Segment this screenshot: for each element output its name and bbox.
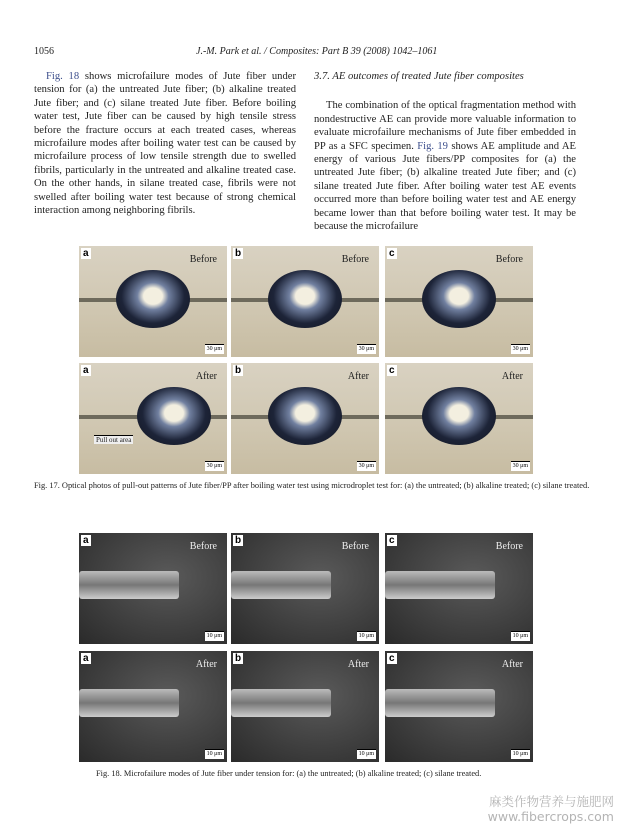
fig17-panel-c-before bbox=[385, 246, 533, 357]
panel-label: a bbox=[83, 248, 89, 259]
panel-label: b bbox=[235, 535, 242, 546]
panel-state: After bbox=[501, 371, 523, 382]
scale-bar: 30 μm bbox=[206, 346, 222, 352]
panel-state: Before bbox=[495, 254, 523, 265]
scale-bar: 30 μm bbox=[512, 346, 528, 352]
scale-bar: 10 μm bbox=[206, 633, 222, 639]
scale-bar: 10 μm bbox=[358, 751, 374, 757]
panel-label: a bbox=[83, 365, 89, 376]
panel-label: b bbox=[235, 653, 242, 664]
droplet bbox=[268, 270, 342, 328]
panel-label: c bbox=[389, 535, 395, 546]
fig19-link[interactable]: Fig. 19 bbox=[417, 140, 448, 152]
fiber bbox=[385, 571, 495, 599]
panel-state: Before bbox=[341, 254, 369, 265]
fig18-panel-b-before bbox=[231, 533, 379, 644]
fig18-panel-c-before bbox=[385, 533, 533, 644]
panel-label: b bbox=[235, 248, 242, 259]
fiber bbox=[231, 689, 331, 717]
panel-state: Before bbox=[189, 254, 217, 265]
panel-state: After bbox=[347, 659, 369, 670]
droplet bbox=[422, 270, 496, 328]
fig18-panel-b-after bbox=[231, 651, 379, 762]
fig18-panel-a-before bbox=[79, 533, 227, 644]
fiber bbox=[79, 571, 179, 599]
pull-out-label: Pull out area bbox=[96, 436, 132, 444]
fiber bbox=[231, 571, 331, 599]
panel-state: Before bbox=[495, 541, 523, 552]
panel-state: After bbox=[501, 659, 523, 670]
panel-state: Before bbox=[189, 541, 217, 552]
page-number: 1056 bbox=[34, 46, 54, 57]
droplet bbox=[268, 387, 342, 445]
fig17-panel-b-before bbox=[231, 246, 379, 357]
fig17-panel-a-before bbox=[79, 246, 227, 357]
section-title: 3.7. AE outcomes of treated Jute fiber composites bbox=[314, 71, 524, 82]
fig18-link[interactable]: Fig. 18 bbox=[46, 71, 80, 82]
fiber bbox=[385, 689, 495, 717]
panel-state: Before bbox=[341, 541, 369, 552]
scale-bar: 10 μm bbox=[512, 633, 528, 639]
droplet bbox=[116, 270, 190, 328]
running-title: J.-M. Park et al. / Composites: Part B 39 (2008) 1042–1061 bbox=[196, 46, 438, 57]
panel-label: c bbox=[389, 365, 395, 376]
scale-bar: 30 μm bbox=[358, 346, 374, 352]
fig17-panel-c-after bbox=[385, 363, 533, 474]
panel-label: a bbox=[83, 653, 89, 664]
scale-bar: 10 μm bbox=[512, 751, 528, 757]
fig18-caption: Fig. 18. Microfailure modes of Jute fiber under tension for: (a) the untreated; (b) alkaline treated; (c) silane treated. bbox=[96, 769, 482, 778]
fig17-caption: Fig. 17. Optical photos of pull-out patterns of Jute fiber/PP after boiling water test using microdroplet test for: (a) the untreated; (b) alkaline treated; (c) silane treated. bbox=[34, 481, 590, 490]
droplet bbox=[137, 387, 211, 445]
scale-bar: 10 μm bbox=[206, 751, 222, 757]
panel-label: b bbox=[235, 365, 242, 376]
scale-bar: 10 μm bbox=[358, 633, 374, 639]
scale-bar: 30 μm bbox=[512, 463, 528, 469]
watermark bbox=[488, 794, 614, 824]
panel-state: After bbox=[195, 371, 217, 382]
scale-bar: 30 μm bbox=[358, 463, 374, 469]
watermark-line2: www.fibercrops.com bbox=[487, 809, 614, 824]
droplet bbox=[422, 387, 496, 445]
panel-label: c bbox=[389, 248, 395, 259]
panel-state: After bbox=[195, 659, 217, 670]
scale-bar: 30 μm bbox=[206, 463, 222, 469]
fig18-panel-a-after bbox=[79, 651, 227, 762]
body-text: The combination of the optical fragmentation method with nondestructive AE can provide more valuable information to evaluate microfailure mechanisms of Jute fiber embedded in PP as a SFC specimen. bbox=[314, 100, 576, 152]
left-column bbox=[34, 70, 296, 217]
fiber bbox=[79, 689, 179, 717]
watermark-line1: 麻类作物营养与施肥网 bbox=[488, 794, 614, 809]
fig17-panel-a-after bbox=[79, 363, 227, 474]
body-text: shows microfailure modes of Jute fiber under tension for (a) the untreated Jute fiber; (b) alkaline treated Jute fiber; and (c) silane treated Jute fiber. Before boiling water test, Jute fiber can be caused by high tensile stress before the fracture occurs at each treated cases, whereas microfailure modes after boiling water test can be caused by microfailure process of low tensile strength due to swelled fibrils, particularly in the untreated and alkaline treated case. On the other hands, in silane treated case, fibrils were not swelled after boiling water test because of strong chemical interaction among neighboring fibrils. bbox=[34, 71, 296, 217]
body-text: shows AE amplitude and AE energy of various Jute fibers/PP composites for (a) the untreated Jute fiber; (b) alkaline treated Jute fiber; and (c) silane treated Jute fiber. After boiling water test AE events occurred more than before boiling water test and AE energy became lower than that before boiling water test. It may be because the microfailure bbox=[314, 140, 576, 233]
panel-label: c bbox=[389, 653, 395, 664]
panel-state: After bbox=[347, 371, 369, 382]
fig17-panel-b-after bbox=[231, 363, 379, 474]
panel-label: a bbox=[83, 535, 89, 546]
fig18-panel-c-after bbox=[385, 651, 533, 762]
right-column bbox=[314, 70, 576, 233]
